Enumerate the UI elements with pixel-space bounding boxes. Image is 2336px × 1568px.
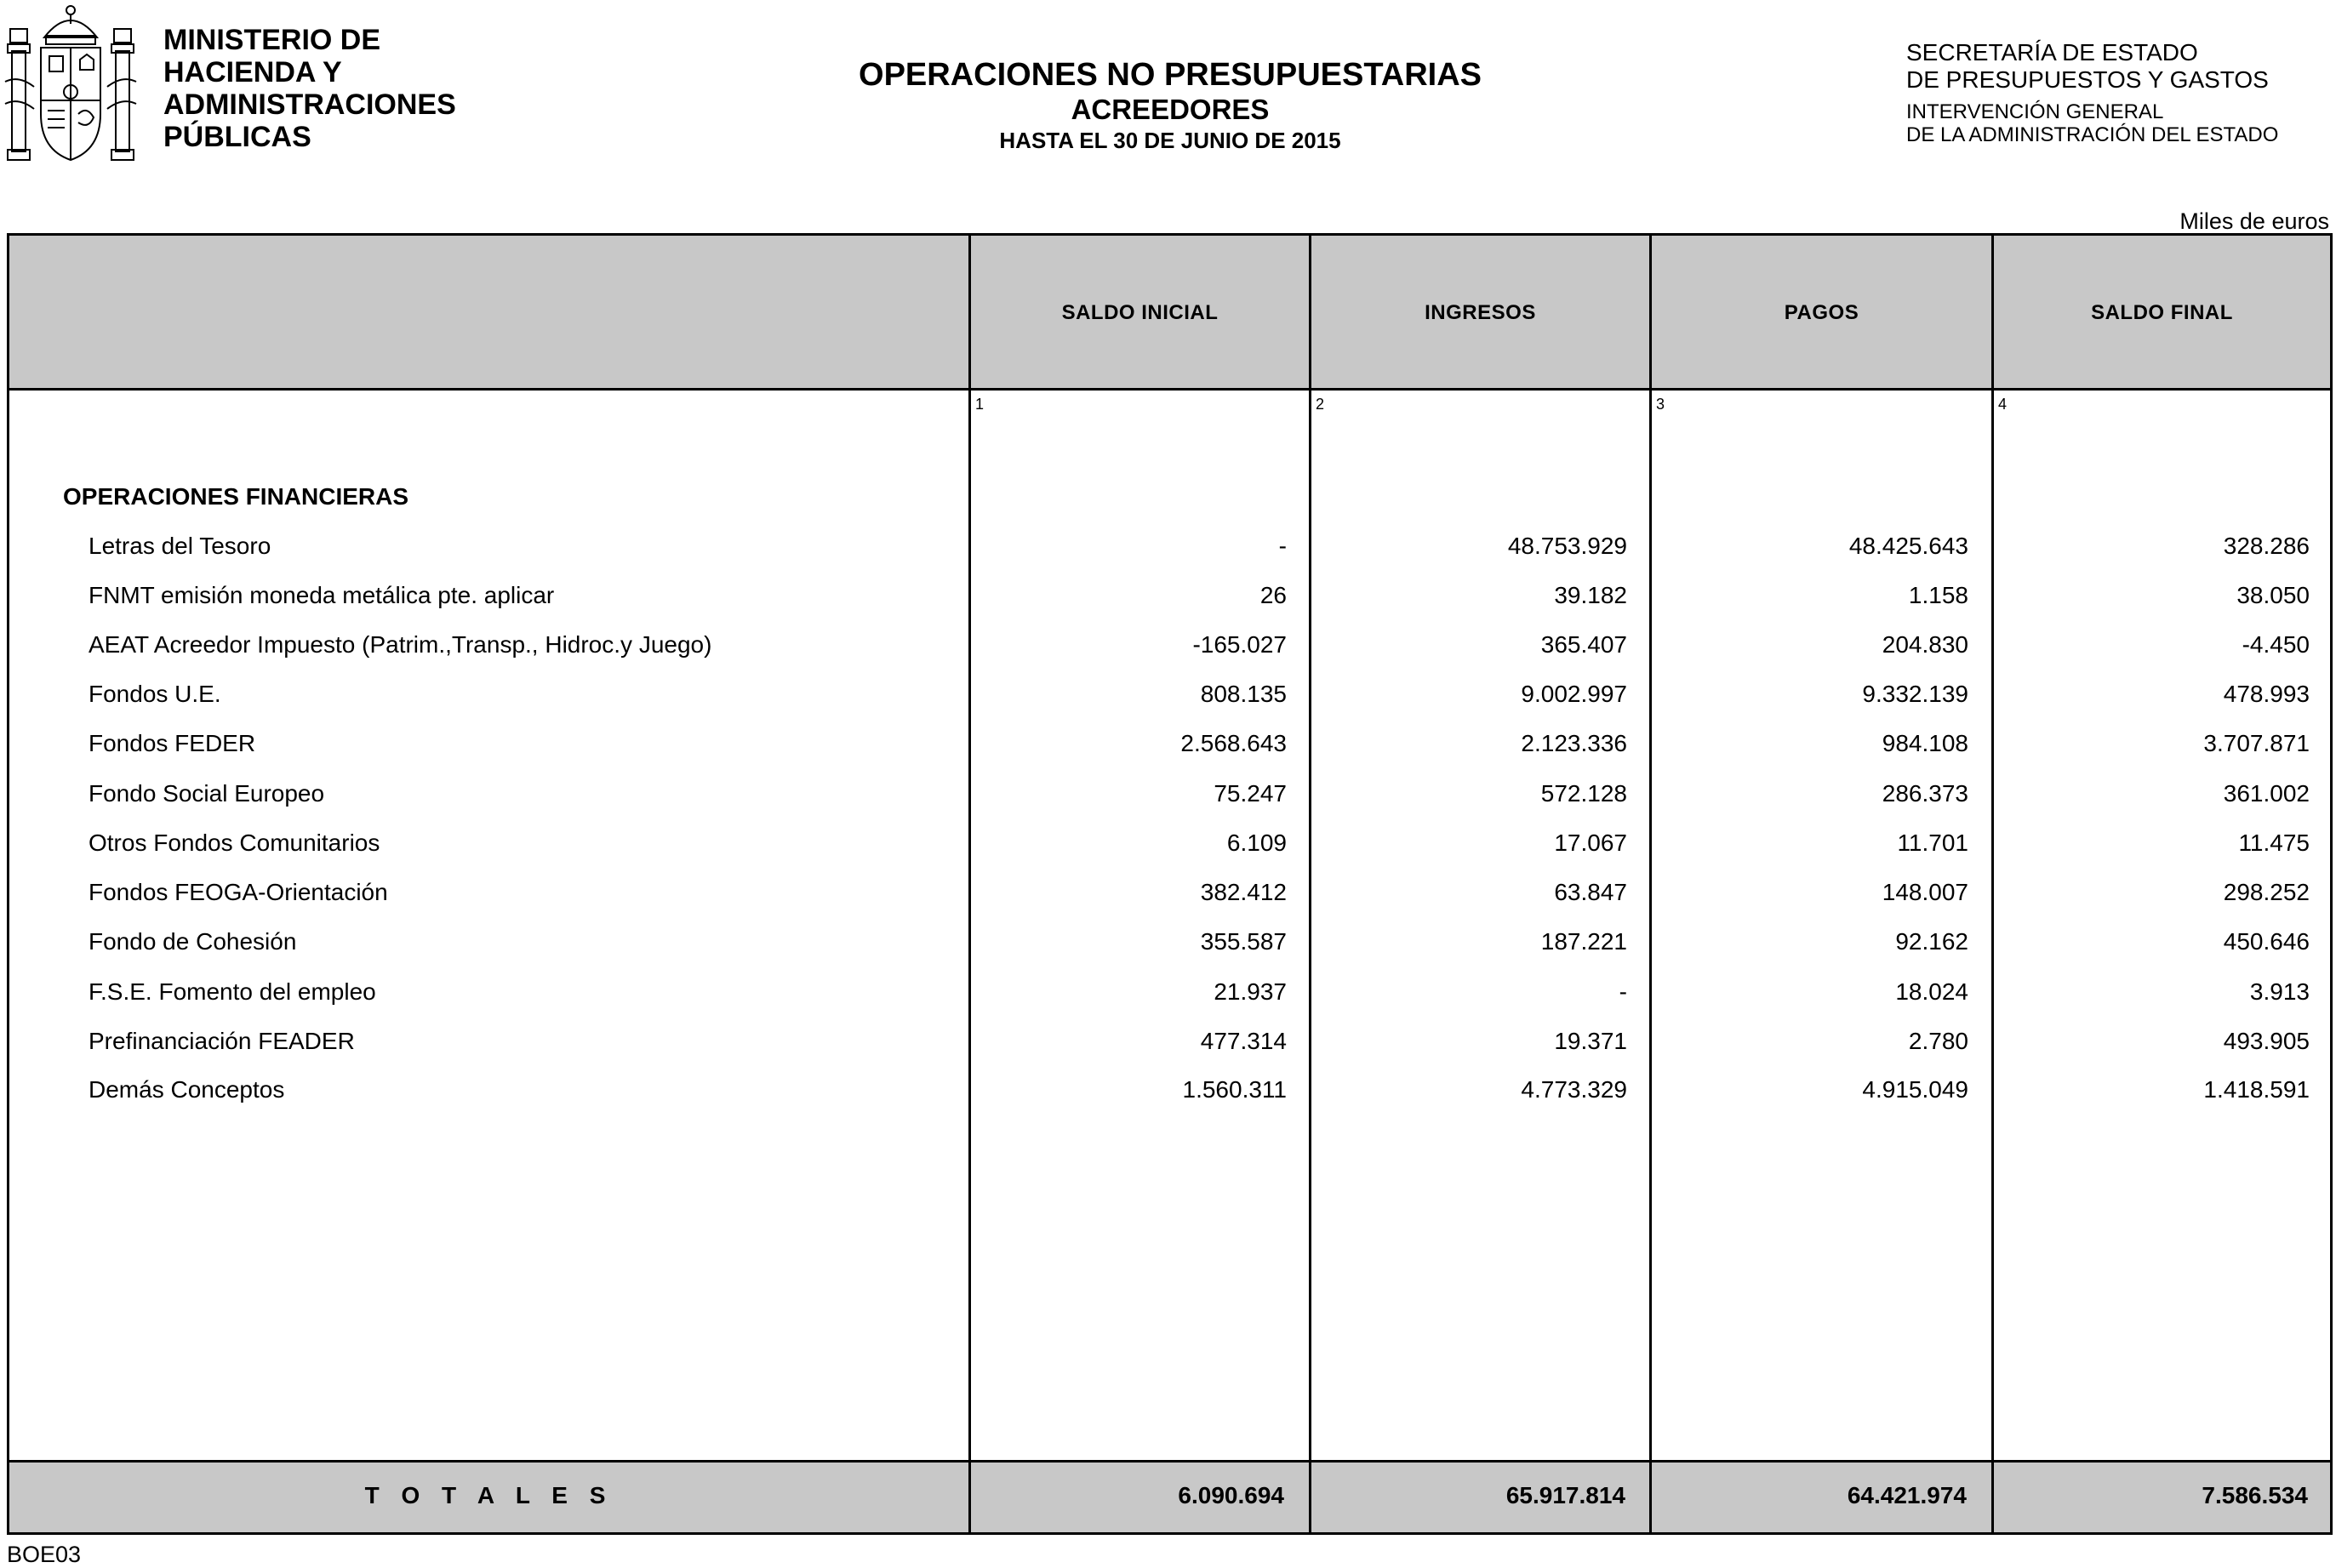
report-subtitle: ACREEDORES <box>1071 94 1270 125</box>
table-row <box>0 630 2336 680</box>
section-title: OPERACIONES FINANCIERAS <box>63 483 409 510</box>
column-header-pagos: PAGOS <box>1784 301 1859 324</box>
cell-ingresos: 187.221 <box>1540 928 1627 955</box>
cell-ingresos: 2.123.336 <box>1521 730 1627 756</box>
cell-saldo-inicial: 6.109 <box>1226 830 1287 856</box>
intervencion-line-2: DE LA ADMINISTRACIÓN DEL ESTADO <box>1906 123 2279 146</box>
cell-pagos: 48.425.643 <box>1848 533 1968 559</box>
total-saldo-final: 7.586.534 <box>2202 1482 2308 1508</box>
cell-saldo-final: 3.707.871 <box>2203 730 2310 756</box>
cell-saldo-final: 493.905 <box>2223 1028 2310 1054</box>
total-saldo-inicial: 6.090.694 <box>1178 1482 1284 1508</box>
cell-ingresos: - <box>1619 978 1627 1005</box>
row-label: AEAT Acreedor Impuesto (Patrim.,Transp., Hidroc.y Juego) <box>89 631 712 658</box>
total-pagos: 64.421.974 <box>1847 1482 1967 1508</box>
table-row <box>0 729 2336 778</box>
cell-saldo-inicial: 382.412 <box>1200 879 1287 905</box>
totals-label: T O T A L E S <box>364 1482 614 1508</box>
table-row <box>0 1075 2336 1125</box>
secretaria-line-1: SECRETARÍA DE ESTADO <box>1906 39 2198 66</box>
secretaria-line-2: DE PRESUPUESTOS Y GASTOS <box>1906 66 2269 93</box>
cell-saldo-final: -4.450 <box>2242 631 2310 658</box>
cell-saldo-final: 450.646 <box>2223 928 2310 955</box>
cell-saldo-inicial: 75.247 <box>1214 780 1287 807</box>
cell-ingresos: 4.773.329 <box>1521 1076 1627 1103</box>
coat-of-arms-icon <box>3 3 138 167</box>
column-number: 1 <box>975 396 985 413</box>
units-label: Miles de euros <box>2179 208 2329 234</box>
cell-saldo-inicial: 1.560.311 <box>1182 1076 1287 1103</box>
cell-ingresos: 17.067 <box>1554 830 1627 856</box>
table-row <box>0 581 2336 630</box>
cell-ingresos: 365.407 <box>1540 631 1627 658</box>
row-label: Fondos FEDER <box>89 730 256 756</box>
intervencion-line-1: INTERVENCIÓN GENERAL <box>1906 100 2164 123</box>
cell-pagos: 1.158 <box>1908 582 1968 608</box>
report-title-block <box>766 56 1574 155</box>
table-row <box>0 779 2336 829</box>
row-label: Otros Fondos Comunitarios <box>89 830 380 856</box>
ministry-line: MINISTERIO DE <box>163 24 381 56</box>
row-label: FNMT emisión moneda metálica pte. aplicar <box>89 582 555 608</box>
row-label: Letras del Tesoro <box>89 533 271 559</box>
cell-saldo-final: 1.418.591 <box>2203 1076 2310 1103</box>
cell-pagos: 2.780 <box>1908 1028 1968 1054</box>
cell-saldo-inicial: 26 <box>1259 582 1287 608</box>
column-number: 3 <box>1656 396 1665 413</box>
issuer-block <box>1906 39 2278 146</box>
cell-pagos: 286.373 <box>1882 780 1968 807</box>
cell-pagos: 92.162 <box>1895 928 1968 955</box>
column-number: 2 <box>1316 396 1325 413</box>
cell-saldo-final: 3.913 <box>2249 978 2310 1005</box>
row-label: Fondo de Cohesión <box>89 928 297 955</box>
cell-pagos: 11.701 <box>1897 830 1968 856</box>
cell-saldo-inicial: 808.135 <box>1200 681 1287 707</box>
cell-ingresos: 63.847 <box>1554 879 1627 905</box>
table-row <box>0 1027 2336 1076</box>
column-header-ingresos: INGRESOS <box>1425 301 1536 324</box>
cell-saldo-inicial: 355.587 <box>1200 928 1287 955</box>
ministry-name <box>163 24 456 153</box>
cell-saldo-inicial: 2.568.643 <box>1180 730 1287 756</box>
cell-pagos: 9.332.139 <box>1862 681 1968 707</box>
table-row <box>0 978 2336 1027</box>
column-header-saldo-final: SALDO FINAL <box>2091 301 2233 324</box>
column-header-saldo-inicial: SALDO INICIAL <box>1061 301 1219 324</box>
cell-ingresos: 19.371 <box>1554 1028 1627 1054</box>
cell-saldo-final: 38.050 <box>2236 582 2310 608</box>
table-row <box>0 927 2336 977</box>
row-label: Fondo Social Europeo <box>89 780 325 807</box>
row-label: Demás Conceptos <box>89 1076 285 1103</box>
cell-pagos: 4.915.049 <box>1862 1076 1968 1103</box>
table-row <box>0 829 2336 878</box>
cell-saldo-final: 361.002 <box>2223 780 2310 807</box>
table-row <box>0 878 2336 927</box>
column-number: 4 <box>1998 396 2008 413</box>
footer-code: BOE03 <box>7 1542 82 1567</box>
cell-ingresos: 48.753.929 <box>1507 533 1627 559</box>
cell-saldo-inicial: 21.937 <box>1214 978 1287 1005</box>
cell-pagos: 18.024 <box>1895 978 1968 1005</box>
cell-ingresos: 572.128 <box>1540 780 1627 807</box>
cell-saldo-final: 298.252 <box>2223 879 2310 905</box>
row-label: Fondos U.E. <box>89 681 221 707</box>
table-row <box>0 532 2336 581</box>
table-row <box>0 680 2336 729</box>
row-label: Prefinanciación FEADER <box>89 1028 355 1054</box>
cell-pagos: 204.830 <box>1882 631 1968 658</box>
row-label: F.S.E. Fomento del empleo <box>89 978 376 1005</box>
cell-saldo-inicial: - <box>1278 533 1287 559</box>
cell-pagos: 984.108 <box>1882 730 1968 756</box>
cell-saldo-final: 478.993 <box>2223 681 2310 707</box>
report-period: HASTA EL 30 DE JUNIO DE 2015 <box>999 128 1341 153</box>
cell-saldo-final: 11.475 <box>2238 830 2310 856</box>
total-ingresos: 65.917.814 <box>1505 1482 1625 1508</box>
row-label: Fondos FEOGA-Orientación <box>89 879 388 905</box>
ministry-line: PÚBLICAS <box>163 121 311 153</box>
report-title: OPERACIONES NO PRESUPUESTARIAS <box>859 57 1482 93</box>
cell-ingresos: 9.002.997 <box>1521 681 1627 707</box>
ministry-line: HACIENDA Y <box>163 56 342 88</box>
cell-saldo-inicial: -165.027 <box>1192 631 1287 658</box>
cell-ingresos: 39.182 <box>1554 582 1627 608</box>
cell-saldo-final: 328.286 <box>2223 533 2310 559</box>
ministry-line: ADMINISTRACIONES <box>163 88 456 121</box>
cell-pagos: 148.007 <box>1882 879 1968 905</box>
cell-saldo-inicial: 477.314 <box>1200 1028 1287 1054</box>
